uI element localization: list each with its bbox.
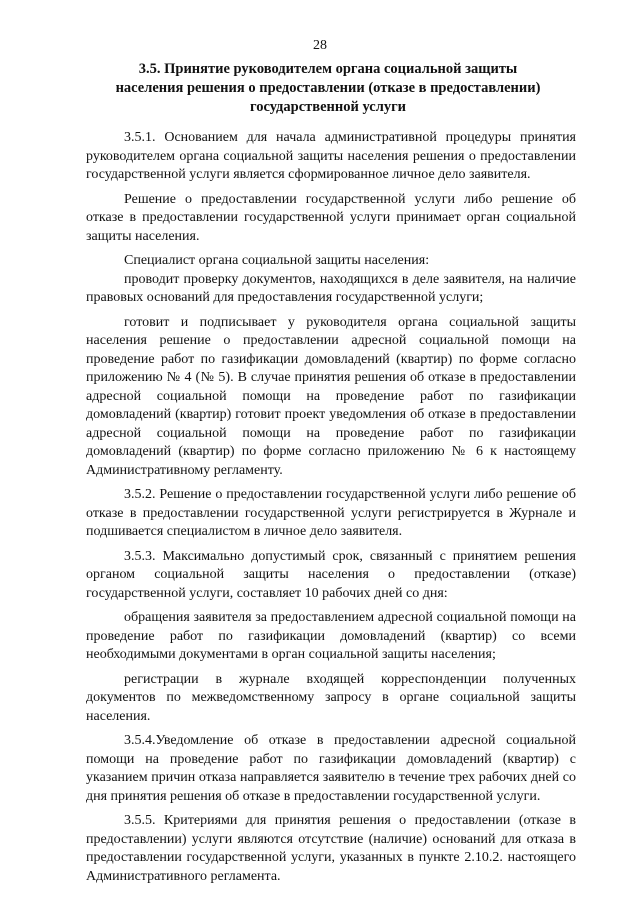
section-body [86, 129, 576, 886]
section-heading-line-1: 3.5. Принятие руководителем органа социальной защиты [138, 61, 518, 77]
paragraph-3-5-2: 3.5.2. Решение о предоставлении государственной услуги либо решение об отказе в предоставлении государственной услуги регистрируется в Журнале и подшивается специалистом в личное дело заявителя. [86, 487, 576, 539]
paragraph-3-5-1: 3.5.1. Основанием для начала административной процедуры принятия руководителем органа социальной защиты населения решения о предоставлении государственной услуги является сформированное личное дело заявителя. [86, 130, 576, 182]
paragraph-specialist-prepares: готовит и подписывает у руководителя органа социальной защиты населения решение о предоставлении адресной социальной помощи на проведение работ по газификации домовладений (квартир) по форме согласно приложению № 4 (№ 5). В случае принятия решения об отказе в предоставлении адресной социальной помощи на проведение работ по газификации домовладений (квартир) готовит проект уведомления об отказе в предоставлении адресной социальной помощи на проведение работ по газификации домовладений (квартир) по форме согласно приложению № 6 к настоящему Административному регламенту. [86, 314, 576, 478]
paragraph-registration: регистрации в журнале входящей корреспонденции полученных документов по межведомственному запросу в органе социальной защиты населения. [86, 671, 576, 724]
section-heading-line-3: государственной услуги [249, 99, 407, 115]
paragraph-specialist-intro: Специалист органа социальной защиты населения: [124, 253, 430, 268]
paragraph-3-5-4: 3.5.4.Уведомление об отказе в предоставлении адресной социальной помощи на проведение работ по газификации домовладений (квартир) с указанием причин отказа направляется заявителю в течение трех рабочих дней со дня принятия решения об отказе в предоставлении государственной услуги. [86, 733, 576, 804]
paragraph-decision-authority: Решение о предоставлении государственной услуги либо решение об отказе в предоставлении государственной услуги принимает орган социальной защиты населения. [86, 191, 576, 244]
section-heading [86, 60, 570, 117]
page-number: 28 [313, 38, 327, 53]
paragraph-specialist-checks: проводит проверку документов, находящихся в деле заявителя, на наличие правовых оснований для предоставления государственной услуги; [86, 271, 576, 305]
section-heading-line-2: населения решения о предоставлении (отказе в предоставлении) [115, 80, 541, 96]
paragraph-applicant-appeal: обращения заявителя за предоставлением адресной социальной помощи на проведение работ по газификации домовладений (квартир) со всеми необходимыми документами в орган социальной защиты населения; [86, 610, 576, 662]
paragraph-3-5-3: 3.5.3. Максимально допустимый срок, связанный с принятием решения органом социальной защиты населения о предоставлении (отказе) государственной услуги, составляет 10 рабочих дней со дня: [86, 548, 576, 601]
paragraph-3-5-5: 3.5.5. Критериями для принятия решения о предоставлении (отказе в предоставлении) услуги являются отсутствие (наличие) оснований для отказа в предоставлении государственной услуги, указанных в пункте 2.10.2. настоящего Административного регламента. [86, 813, 576, 884]
